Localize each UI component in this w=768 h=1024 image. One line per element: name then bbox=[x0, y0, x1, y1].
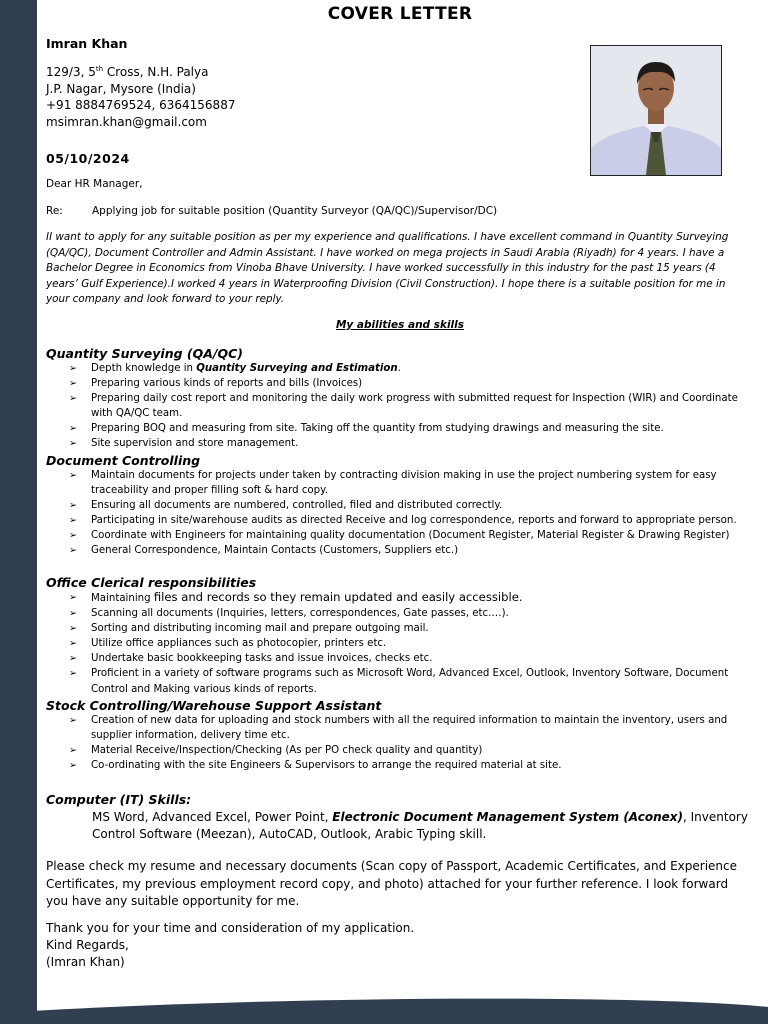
address-line-2: J.P. Nagar, Mysore (India) bbox=[46, 81, 196, 96]
list-item: ➢ Utilize office appliances such as photocopier, printers etc. bbox=[46, 636, 754, 651]
portrait-illustration bbox=[591, 46, 721, 175]
subject-text: Applying job for suitable position (Quantity Surveyor (QA/QC)/Supervisor/DC) bbox=[92, 205, 498, 217]
list-item: ➢ Proficient in a variety of software programs such as Microsoft Word, Advanced Excel, Outlook, Inventory Software, Document Control and Making various kinds of reports. bbox=[69, 668, 729, 695]
letter-date: 05/10/2024 bbox=[46, 151, 130, 166]
list-item: ➢ Scanning all documents (Inquiries, letters, correspondences, Gate passes, etc.…). bbox=[46, 606, 754, 621]
arrow-bullet-icon: ➢ bbox=[69, 423, 77, 435]
subject-label: Re: bbox=[46, 205, 63, 217]
list-item: ➢ Co-ordinating with the site Engineers & Supervisors to arrange the required material at site. bbox=[46, 758, 754, 773]
thanks-line: Thank you for your time and consideration of my application. bbox=[46, 921, 415, 935]
arrow-bullet-icon: ➢ bbox=[69, 653, 77, 665]
arrow-bullet-icon: ➢ bbox=[69, 623, 77, 635]
arrow-bullet-icon: ➢ bbox=[69, 715, 77, 726]
list-item: ➢ Creation of new data for uploading and stock numbers with all the required information to maintain the inventory, users and supplier information, delivery time etc. bbox=[69, 715, 728, 742]
salutation: Dear HR Manager, bbox=[46, 178, 143, 190]
section-document-controlling bbox=[46, 453, 754, 559]
regards-line: Kind Regards, bbox=[46, 938, 129, 952]
arrow-bullet-icon: ➢ bbox=[69, 760, 77, 772]
list-item: ➢ Depth knowledge in Quantity Surveying and Estimation. bbox=[46, 361, 754, 376]
list-item: ➢ Maintain documents for projects under taken by contracting division making in use the project numbering system for easy traceability and proper filling soft & hard copy. bbox=[69, 470, 717, 497]
document-title: COVER LETTER bbox=[327, 4, 473, 24]
section-title: Stock Controlling/Warehouse Support Assistant bbox=[46, 698, 382, 713]
bottom-wave-decoration bbox=[0, 995, 768, 1024]
list-item: ➢ Material Receive/Inspection/Checking (As per PO check quality and quantity) bbox=[46, 743, 754, 758]
list-item: ➢ Sorting and distributing incoming mail and prepare outgoing mail. bbox=[46, 621, 754, 636]
section-quantity-surveying bbox=[46, 346, 754, 452]
section-title: Document Controlling bbox=[46, 453, 201, 468]
phone-number: +91 8884769524, 6364156887 bbox=[46, 98, 236, 112]
sign-off-block bbox=[46, 920, 414, 971]
section-title: Office Clerical responsibilities bbox=[46, 575, 257, 590]
intro-paragraph: II want to apply for any suitable position as per my experience and qualifications. I have excellent command in Quantity Surveying (QA/QC), Document Controller and Admin Assistant. I have worked on mega projects in Saudi Arabia (Riyadh) for 4 years. I have a Bachelor Degree in Economics from Vinoba Bhave University. I have worked successfully in this industry for the past 15 years (4 years’ Gulf Experience).I worked 4 years in Waterproofing Division (Civil Construction). I hope there is a suitable position for me in your company and look forward to your reply. bbox=[46, 231, 729, 306]
it-skills-title: Computer (IT) Skills: bbox=[46, 792, 192, 807]
arrow-bullet-icon: ➢ bbox=[69, 608, 77, 620]
closing-paragraph: Please check my resume and necessary documents (Scan copy of Passport, Academic Certificates, and Experience Certificates, my previous employment record copy, and photo) attached for your further reference. I look forward you have any suitable opportunity for me. bbox=[46, 859, 737, 908]
abilities-heading: My abilities and skills bbox=[335, 319, 464, 331]
arrow-bullet-icon: ➢ bbox=[69, 515, 77, 527]
list-item: ➢ Preparing BOQ and measuring from site. Taking off the quantity from studying drawings and measuring the site. bbox=[46, 421, 754, 436]
signature-name: (Imran Khan) bbox=[46, 955, 125, 969]
list-item: ➢ Site supervision and store management. bbox=[46, 436, 754, 451]
applicant-name: Imran Khan bbox=[46, 36, 128, 51]
subject-line bbox=[46, 205, 497, 217]
arrow-bullet-icon: ➢ bbox=[69, 592, 77, 603]
section-title: Quantity Surveying (QA/QC) bbox=[46, 346, 244, 361]
list-item: ➢ Preparing daily cost report and monitoring the daily work progress with submitted request for Inspection (WIR) and Coordinate with QA/QC team. bbox=[69, 393, 738, 420]
arrow-bullet-icon: ➢ bbox=[69, 438, 77, 450]
section-office-clerical bbox=[46, 575, 754, 697]
arrow-bullet-icon: ➢ bbox=[69, 363, 77, 374]
left-sidebar-band bbox=[0, 0, 37, 1024]
arrow-bullet-icon: ➢ bbox=[69, 530, 77, 542]
list-item: ➢ Undertake basic bookkeeping tasks and issue invoices, checks etc. bbox=[46, 651, 754, 666]
list-item: ➢ Ensuring all documents are numbered, controlled, filed and distributed correctly. bbox=[46, 498, 754, 513]
email-address: msimran.khan@gmail.com bbox=[46, 114, 207, 129]
arrow-bullet-icon: ➢ bbox=[69, 638, 77, 650]
arrow-bullet-icon: ➢ bbox=[69, 393, 77, 405]
arrow-bullet-icon: ➢ bbox=[69, 500, 77, 512]
list-item: ➢ Participating in site/warehouse audits as directed Receive and log correspondence, reports and forward to appropriate person. bbox=[46, 513, 754, 528]
address-line-1: 129/3, 5th Cross, N.H. Palya bbox=[46, 65, 209, 79]
arrow-bullet-icon: ➢ bbox=[69, 470, 77, 481]
it-skills-text: MS Word, Advanced Excel, Power Point, Electronic Document Management System (Aconex), Inventory Control Software (Meezan), AutoCAD, Outlook, Arabic Typing skill. bbox=[92, 810, 748, 841]
applicant-photo bbox=[590, 45, 722, 176]
list-item: ➢ Preparing various kinds of reports and bills (Invoices) bbox=[46, 376, 754, 391]
applicant-address-block bbox=[46, 61, 235, 130]
section-stock-controlling bbox=[46, 698, 754, 773]
arrow-bullet-icon: ➢ bbox=[69, 745, 77, 757]
arrow-bullet-icon: ➢ bbox=[69, 668, 77, 680]
arrow-bullet-icon: ➢ bbox=[69, 378, 77, 390]
list-item: ➢ General Correspondence, Maintain Contacts (Customers, Suppliers etc.) bbox=[46, 543, 754, 558]
list-item: ➢ Maintaining files and records so they remain updated and easily accessible. bbox=[69, 590, 523, 604]
arrow-bullet-icon: ➢ bbox=[69, 545, 77, 557]
list-item: ➢ Coordinate with Engineers for maintaining quality documentation (Document Register, Material Register & Drawing Register) bbox=[46, 528, 754, 543]
